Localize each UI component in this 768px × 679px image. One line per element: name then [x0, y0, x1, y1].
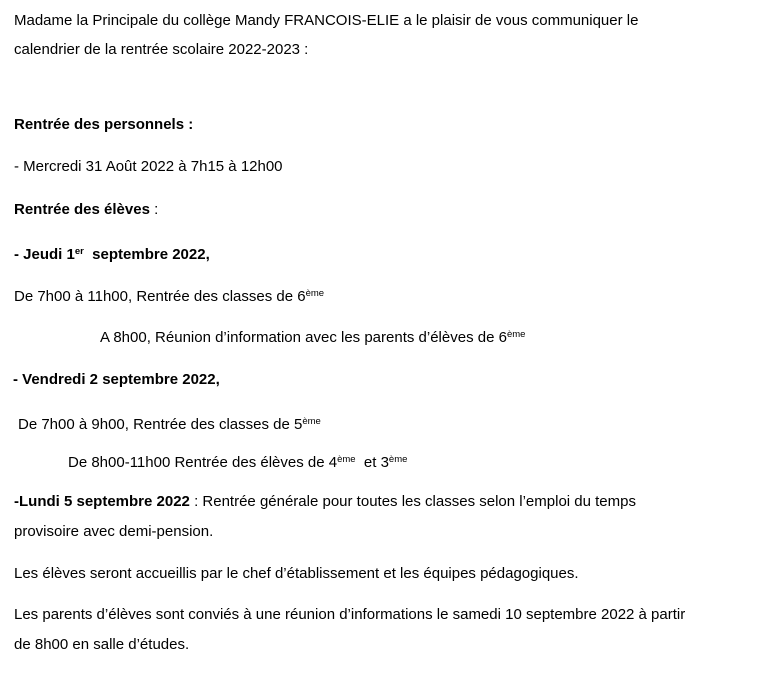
text-segment: et 3 — [355, 454, 389, 471]
text-segment: ème — [337, 454, 356, 465]
text-segment: - Vendredi 2 septembre 2022, — [13, 371, 220, 388]
text-segment: A 8h00, Réunion d’information avec les parents d’élèves de 6 — [100, 329, 507, 346]
text-segment: De 7h00 à 11h00, Rentrée des classes de 6 — [14, 288, 306, 305]
item-mercredi-31-aout — [14, 157, 283, 177]
text-segment: er — [74, 246, 84, 257]
text-segment: Rentrée des élèves — [14, 201, 150, 218]
text-segment: - Mercredi 31 Août 2022 à 7h15 à 12h00 — [14, 158, 283, 175]
text-segment: ème — [305, 288, 325, 299]
para-accueil-eleves — [14, 564, 579, 584]
heading-rentree-personnels — [14, 115, 193, 135]
text-segment: ème — [302, 416, 321, 427]
item-jeudi-1-septembre — [14, 242, 210, 265]
detail-vendredi-7h00-9h00 — [18, 412, 321, 435]
text-segment: septembre 2022, — [83, 246, 210, 263]
text-segment: Rentrée des personnels : — [14, 116, 194, 133]
para-reunion-parents-line-2 — [14, 635, 189, 655]
text-segment: : — [149, 201, 159, 218]
para-reunion-parents-line-1 — [14, 605, 685, 625]
text-segment: De 7h00 à 9h00, Rentrée des classes de 5 — [18, 416, 303, 433]
intro-line-2 — [14, 40, 308, 60]
text-segment: De 8h00-11h00 Rentrée des élèves de 4 — [68, 454, 338, 471]
detail-vendredi-8h00-11h00 — [68, 450, 407, 473]
intro-line-1 — [14, 11, 638, 31]
heading-rentree-eleves — [14, 200, 158, 220]
text-segment: -Lundi 5 septembre 2022 — [14, 493, 190, 510]
text-segment: de 8h00 en salle d’études. — [14, 636, 190, 653]
text-segment: calendrier de la rentrée scolaire 2022-2023 : — [14, 41, 309, 58]
item-vendredi-2-septembre — [13, 370, 220, 390]
text-segment: - Jeudi 1 — [14, 246, 75, 263]
text-segment: provisoire avec demi-pension. — [14, 523, 214, 540]
text-segment: ème — [506, 329, 526, 340]
text-segment: Les élèves seront accueillis par le chef d’établissement et les équipes pédagogiques. — [14, 565, 579, 582]
detail-jeudi-7h00-11h00 — [14, 284, 324, 307]
detail-jeudi-reunion-8h00 — [100, 325, 525, 348]
text-segment: : Rentrée générale pour toutes les classes selon l’emploi du temps — [189, 493, 636, 510]
text-segment: Les parents d’élèves sont conviés à une réunion d’informations le samedi 10 septembre 2022 à partir — [14, 606, 686, 623]
text-segment: Madame la Principale du collège Mandy FRANCOIS-ELIE a le plaisir de vous communiquer le — [14, 12, 639, 29]
item-lundi-5-septembre-line-1 — [14, 492, 636, 512]
item-lundi-5-septembre-line-2 — [14, 522, 213, 542]
text-segment: ème — [388, 454, 408, 465]
